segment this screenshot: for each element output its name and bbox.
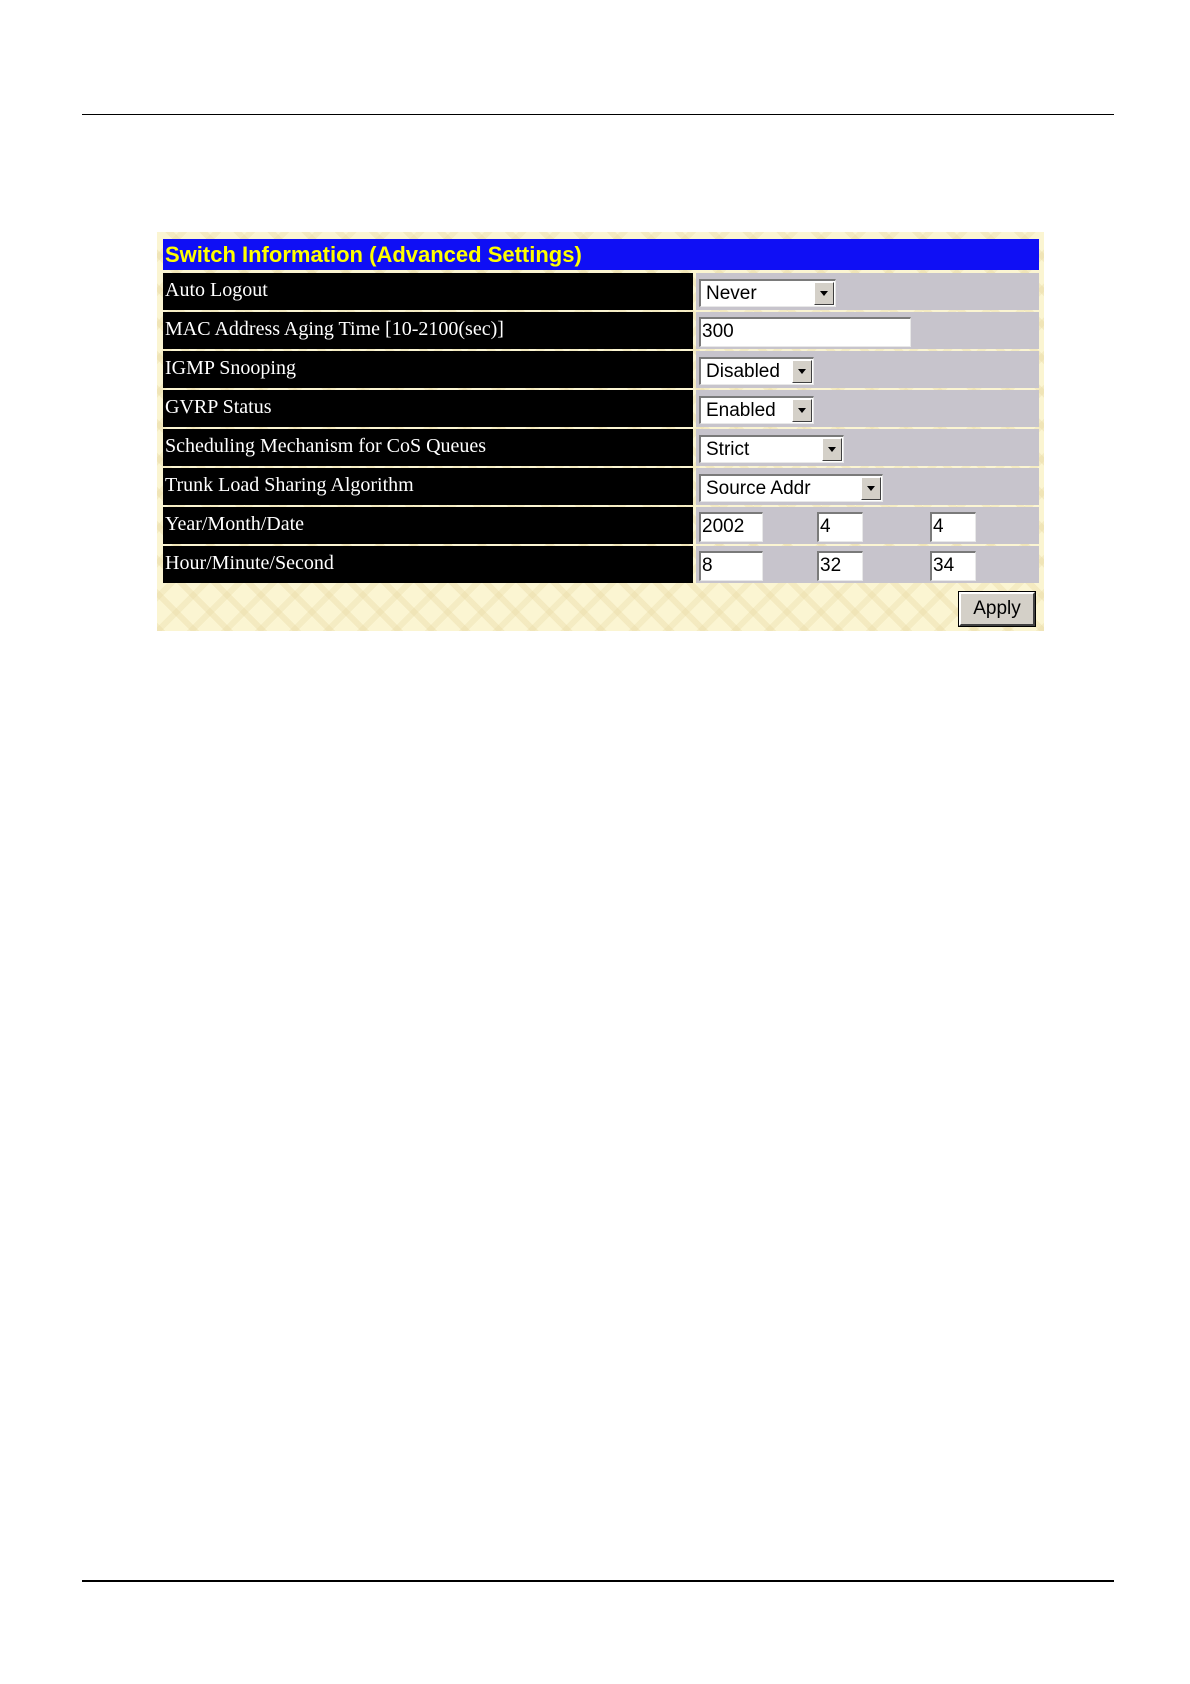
auto-logout-cell [696,273,1039,310]
chevron-down-icon[interactable] [792,360,812,383]
chevron-down-icon[interactable] [792,399,812,422]
date-cell [696,507,1039,544]
mac-aging-time-row [163,312,1039,349]
auto-logout-label: Auto Logout [163,273,693,310]
mac-aging-time-input[interactable]: 300 [699,317,911,347]
footer-rule [82,1580,1114,1582]
date-label: Year/Month/Date [163,507,693,544]
trunk-load-sharing-value: Source Addr [706,478,811,499]
day-input[interactable]: 4 [930,512,976,542]
month-input[interactable]: 4 [817,512,863,542]
trunk-load-sharing-select[interactable] [699,474,883,502]
header-rule [82,114,1114,115]
chevron-down-icon[interactable] [822,438,842,461]
time-label: Hour/Minute/Second [163,546,693,583]
gvrp-status-value: Enabled [706,400,776,421]
second-input[interactable]: 34 [930,551,976,581]
gvrp-status-select[interactable] [699,396,814,424]
auto-logout-select[interactable] [699,279,836,307]
hour-input[interactable]: 8 [699,551,763,581]
igmp-snooping-cell [696,351,1039,388]
trunk-load-sharing-cell [696,468,1039,505]
cos-scheduling-label: Scheduling Mechanism for CoS Queues [163,429,693,466]
panel-title: Switch Information (Advanced Settings) [163,239,1039,270]
auto-logout-row [163,273,1039,310]
trunk-load-sharing-label: Trunk Load Sharing Algorithm [163,468,693,505]
cos-scheduling-cell [696,429,1039,466]
gvrp-status-row [163,390,1039,427]
apply-button[interactable]: Apply [959,592,1035,626]
mac-aging-time-cell [696,312,1039,349]
gvrp-status-cell [696,390,1039,427]
igmp-snooping-select[interactable] [699,357,814,385]
gvrp-status-label: GVRP Status [163,390,693,427]
date-row [163,507,1039,544]
cos-scheduling-select[interactable] [699,435,844,463]
year-input[interactable]: 2002 [699,512,763,542]
trunk-load-sharing-row [163,468,1039,505]
cos-scheduling-value: Strict [706,439,750,460]
auto-logout-value: Never [706,283,757,304]
chevron-down-icon[interactable] [861,477,881,500]
igmp-snooping-value: Disabled [706,361,780,382]
igmp-snooping-label: IGMP Snooping [163,351,693,388]
minute-input[interactable]: 32 [817,551,863,581]
chevron-down-icon[interactable] [814,282,834,305]
switch-information-panel [157,232,1044,631]
time-row [163,546,1039,583]
igmp-snooping-row [163,351,1039,388]
cos-scheduling-row [163,429,1039,466]
time-cell [696,546,1039,583]
mac-aging-time-label: MAC Address Aging Time [10-2100(sec)] [163,312,693,349]
